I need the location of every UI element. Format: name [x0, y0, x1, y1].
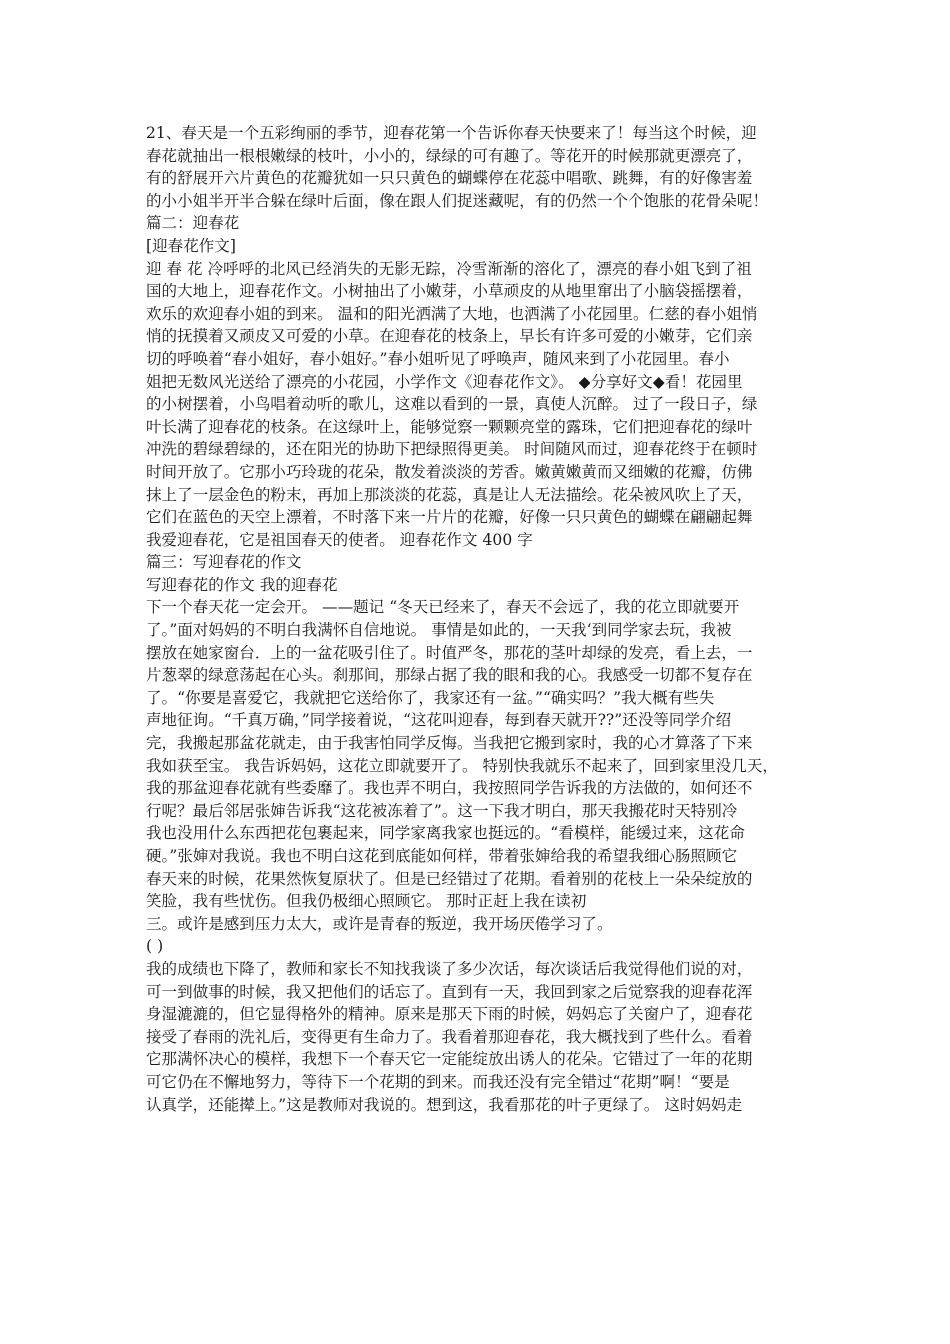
- text-line: 迎 春 花 冷呼呼的北风已经消失的无影无踪，冷雪渐渐的溶化了，漂亮的春小姐飞到了祖: [146, 259, 752, 278]
- text-line: 声地征询。“千真万确，”同学接着说，“这花叫迎春，每到春天就开??”还没等同学介绍: [146, 711, 732, 730]
- text-line: 我的成绩也下降了，教师和家长不知找我谈了多少次话，每次谈话后我觉得他们说的对，: [146, 959, 753, 978]
- text-line: 了。”面对妈妈的不明白我满怀自信地说。 事情是如此的，一天我‘到同学家去玩，我被: [146, 621, 732, 640]
- text-line: 春花就抽出一根根嫩绿的枝叶，小小的，绿绿的可有趣了。等花开的时候那就更漂亮了，: [146, 146, 753, 165]
- text-line: 硬。”张婶对我说。我也不明白这花到底能如何样，带着张婶给我的希望我细心肠照顾它: [146, 847, 738, 865]
- text-line: 我爱迎春花，它是祖国春天的使者。 迎春花作文 400 字: [146, 530, 533, 549]
- text-line: 篇三：写迎春花的作文: [146, 553, 302, 572]
- document-body: [146, 122, 814, 1116]
- text-line: 春天来的时候，花果然恢复原状了。但是已经错过了花期。看着别的花枝上一朵朵绽放的: [146, 869, 753, 888]
- text-line: 接受了春雨的洗礼后，变得更有生命力了。我看着那迎春花，我大概找到了些什么。看着: [146, 1027, 753, 1046]
- text-line: 的小小姐半开半合躲在绿叶后面，像在跟人们捉迷藏呢，有的仍然一个个饱胀的花骨朵呢！: [146, 191, 769, 210]
- text-line: 21、春天是一个五彩绚丽的季节，迎春花第一个告诉你春天快要来了！每当这个时候，迎: [146, 124, 757, 142]
- text-line: 完，我搬起那盆花就走，由于我害怕同学反悔。当我把它搬到家时，我的心才算落了下来: [146, 734, 753, 753]
- text-line: 篇二：迎春花: [146, 214, 240, 233]
- text-line: 它们在蓝色的天空上漂着，不时落下来一片片的花瓣，好像一只只黄色的蝴蝶在翩翩起舞: [146, 508, 753, 527]
- text-line: 时间开放了。它那小巧玲珑的花朵，散发着淡淡的芳香。嫩黄嫩黄而又细嫩的花瓣，仿佛: [146, 462, 753, 481]
- text-line: 下一个春天花一定会开。 ——题记 “冬天已经来了，春天不会远了，我的花立即就要开: [146, 598, 740, 617]
- text-line: 我如获至宝。 我告诉妈妈，这花立即就要开了。 特别快我就乐不起来了，回到家里没几天，: [146, 756, 778, 775]
- text-line: 我也没用什么东西把花包裹起来，同学家离我家也挺远的。“看模样，能缓过来，这花命: [146, 824, 745, 843]
- text-line: 写迎春花的作文 我的迎春花: [146, 575, 338, 594]
- text-line: 认真学，还能撵上。”这是教师对我说的。想到这，我看那花的叶子更绿了。 这时妈妈走: [146, 1095, 743, 1114]
- text-line: 了。“你要是喜爱它，我就把它送给你了，我家还有一盆。”“确实吗？”我大概有些失: [146, 688, 715, 707]
- text-line: [迎春花作文]: [146, 236, 236, 255]
- text-line: 行呢？最后邻居张婶告诉我“这花被冻着了”。这一下我才明白，那天我搬花时天特别冷: [146, 801, 738, 820]
- text-line: 它那满怀决心的模样，我想下一个春天它一定能绽放出诱人的花朵。它错过了一年的花期: [146, 1050, 753, 1069]
- text-line: 身湿漉漉的，但它显得格外的精神。原来是那天下雨的时候，妈妈忘了关窗户了，迎春花: [146, 1005, 753, 1024]
- text-line: 可它仍在不懈地努力，等待下一个花期的到来。而我还没有完全错过“花期”啊！“要是: [146, 1072, 730, 1091]
- text-line: ( ): [146, 937, 164, 956]
- text-line: 有的舒展开六片黄色的花瓣犹如一只只黄色的蝴蝶停在花蕊中唱歌、跳舞，有的好像害羞: [146, 169, 753, 188]
- text-line: 切的呼唤着“春小姐好，春小姐好。”春小姐听见了呼唤声，随风来到了小花园里。春小: [146, 349, 730, 368]
- text-line: 悄的抚摸着又顽皮又可爱的小草。在迎春花的枝条上，早长有许多可爱的小嫩芽，它们亲: [146, 327, 753, 346]
- text-line: 欢乐的欢迎春小姐的到来。 温和的阳光洒满了大地，也洒满了小花园里。仁慈的春小姐悄: [146, 304, 758, 323]
- text-line: 冲洗的碧绿碧绿的，还在阳光的协助下把绿照得更美。 时间随风而过，迎春花终于在顿时: [146, 440, 758, 459]
- text-line: 可一到做事的时候，我又把他们的话忘了。直到有一天，我回到家之后觉察我的迎春花浑: [146, 982, 753, 1001]
- text-line: 国的大地上，迎春花作文。小树抽出了小嫩芽，小草顽皮的从地里窜出了小脑袋摇摆着，: [146, 282, 753, 301]
- text-line: 笑脸，我有些忧伤。但我仍极细心照顾它。 那时正赶上我在读初: [146, 892, 587, 911]
- text-line: 的小树摆着，小鸟唱着动听的歌儿，这难以看到的一景，真使人沉醉。 过了一段日子，绿: [146, 395, 758, 414]
- text-line: 姐把无数风光送给了漂亮的小花园，小学作文《迎春花作文》。 ◆分享好文◆看！花园里: [146, 372, 743, 391]
- text-line: 叶长满了迎春花的枝条。在这绿叶上，能够觉察一颗颗亮堂的露珠，它们把迎春花的绿叶: [146, 417, 753, 436]
- text-line: 摆放在她家窗台．上的一盆花吸引住了。时值严冬，那花的茎叶却绿的发亮，看上去，一: [146, 643, 753, 662]
- text-line: 三。或许是感到压力太大，或许是青春的叛逆，我开场厌倦学习了。: [146, 914, 613, 933]
- text-line: 我的那盆迎春花就有些委靡了。我也弄不明白，我按照同学告诉我的方法做的，如何还不: [146, 779, 753, 798]
- text-line: 抹上了一层金色的粉末，再加上那淡淡的花蕊，真是让人无法描绘。花朵被风吹上了天，: [146, 485, 753, 504]
- text-line: 片葱翠的绿意荡起在心头。刹那间，那绿占据了我的眼和我的心。我感受一切都不复存在: [146, 666, 753, 685]
